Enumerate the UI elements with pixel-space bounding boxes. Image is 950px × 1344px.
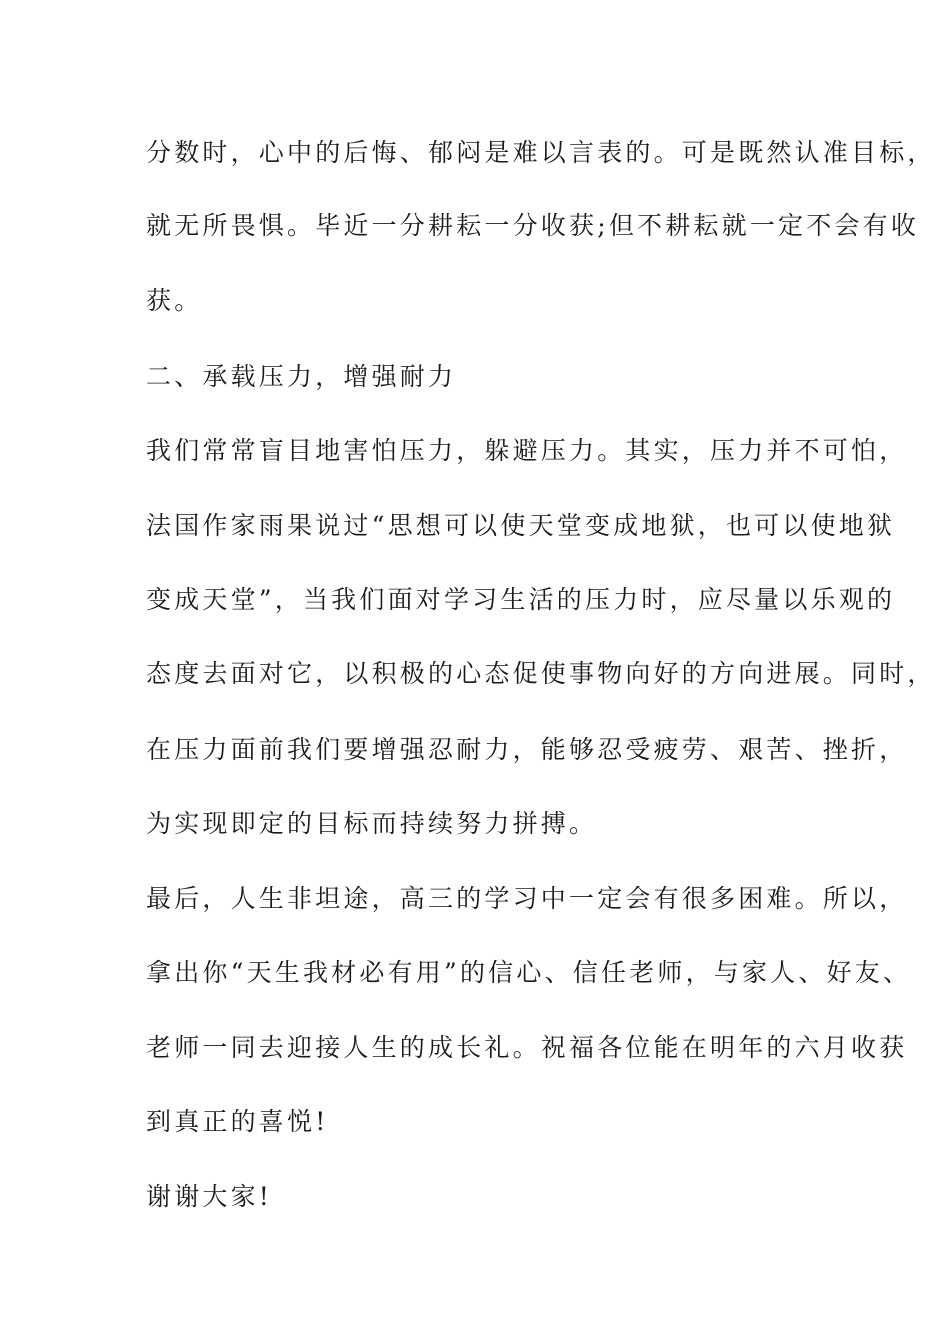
body-text-line: 老师一同去迎接人生的成长礼。祝福各位能在明年的六月收获 xyxy=(146,1033,908,1062)
body-text-line: 态度去面对它，以积极的心态促使事物向好的方向进展。同时， xyxy=(146,659,936,688)
body-text-line: 变成天堂”，当我们面对学习生活的压力时，应尽量以乐观的 xyxy=(146,585,896,614)
body-text-line: 法国作家雨果说过“思想可以使天堂变成地狱，也可以使地狱 xyxy=(146,511,896,540)
closing-line: 谢谢大家! xyxy=(146,1182,273,1211)
body-text-line: 就无所畏惧。毕近一分耕耘一分收获;但不耕耘就一定不会有收 xyxy=(146,211,920,240)
body-text-line: 拿出你“天生我材必有用”的信心、信任老师，与家人、好友、 xyxy=(146,958,912,987)
section-heading: 二、承载压力，增强耐力 xyxy=(146,362,457,391)
body-text-line: 到真正的喜悦! xyxy=(146,1107,329,1136)
body-text-line: 我们常常盲目地害怕压力，躲避压力。其实，压力并不可怕， xyxy=(146,436,908,465)
body-text-line: 最后，人生非坦途，高三的学习中一定会有很多困难。所以， xyxy=(146,884,908,913)
body-text-line: 分数时，心中的后悔、郁闷是难以言表的。可是既然认准目标， xyxy=(146,138,936,167)
body-text-line: 在压力面前我们要增强忍耐力，能够忍受疲劳、艰苦、挫折， xyxy=(146,735,908,764)
body-text-line: 获。 xyxy=(146,286,203,315)
body-text-line: 为实现即定的目标而持续努力拼搏。 xyxy=(146,809,598,838)
